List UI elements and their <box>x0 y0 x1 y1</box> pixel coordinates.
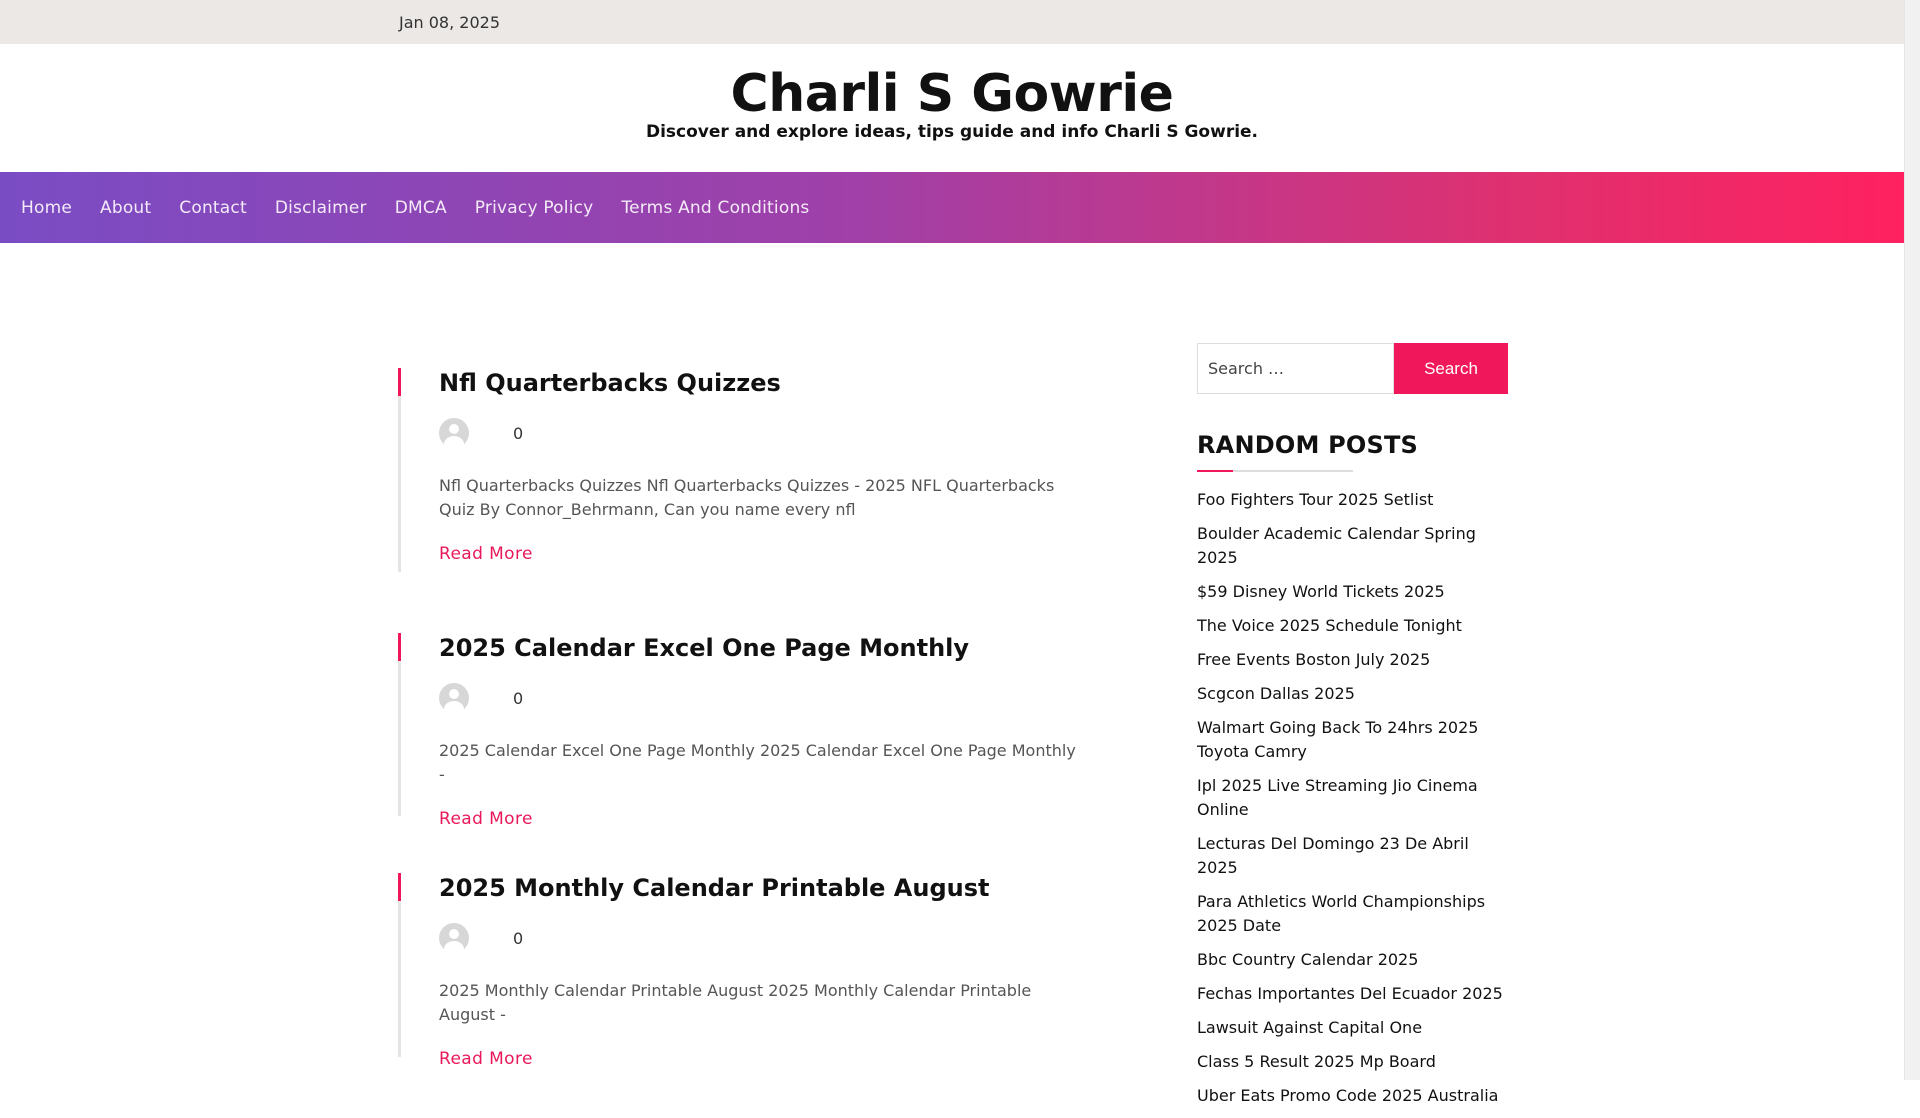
author-avatar[interactable] <box>439 683 469 713</box>
list-item <box>1197 580 1513 604</box>
list-item <box>1197 648 1513 672</box>
list-item <box>1197 614 1513 638</box>
list-item <box>1197 522 1513 570</box>
author-avatar[interactable] <box>439 923 469 953</box>
list-item <box>1197 716 1513 764</box>
nav-item-dmca[interactable]: DMCA <box>394 197 447 218</box>
random-post-link[interactable]: $59 Disney World Tickets 2025 <box>1197 582 1445 601</box>
random-post-link[interactable]: Boulder Academic Calendar Spring 2025 <box>1197 524 1476 567</box>
nav-item-terms[interactable]: Terms And Conditions <box>621 197 810 218</box>
read-more-link[interactable]: Read More <box>439 544 533 564</box>
list-item <box>1197 890 1513 938</box>
list-item <box>1197 948 1513 972</box>
random-post-link[interactable]: Ipl 2025 Live Streaming Jio Cinema Online <box>1197 776 1478 819</box>
nav-item-home[interactable]: Home <box>21 197 73 218</box>
random-posts-list <box>1197 488 1513 1118</box>
random-post-link[interactable]: Walmart Going Back To 24hrs 2025 Toyota Camry <box>1197 718 1479 761</box>
post-meta <box>439 418 1078 448</box>
post-meta <box>439 923 1078 953</box>
search-form <box>1197 343 1508 394</box>
list-item <box>1197 1084 1513 1108</box>
post-excerpt: 2025 Monthly Calendar Printable August 2025 Monthly Calendar Printable August - <box>439 981 1032 1024</box>
list-item <box>1197 488 1513 512</box>
post-excerpt: 2025 Calendar Excel One Page Monthly 2025 Calendar Excel One Page Monthly - <box>439 741 1076 784</box>
post-excerpt: Nfl Quarterbacks Quizzes Nfl Quarterbacks Quizzes - 2025 NFL Quarterbacks Quiz By Connor_Behrmann, Can you name every nfl <box>439 476 1055 519</box>
site-tagline: Discover and explore ideas, tips guide and info Charli S Gowrie. <box>645 122 1259 142</box>
list-item <box>1197 774 1513 822</box>
post-card <box>398 368 1078 572</box>
post-title[interactable]: 2025 Calendar Excel One Page Monthly <box>439 634 970 662</box>
list-item <box>1197 682 1513 706</box>
post-card <box>398 633 1078 829</box>
post-card <box>398 873 1078 1069</box>
list-item <box>1197 1016 1513 1040</box>
comment-count[interactable]: 0 <box>513 928 524 948</box>
site-title[interactable]: Charli S Gowrie <box>730 64 1174 124</box>
list-item <box>1197 832 1513 880</box>
nav-item-disclaimer[interactable]: Disclaimer <box>274 197 367 218</box>
random-post-link[interactable]: Lawsuit Against Capital One <box>1197 1018 1423 1037</box>
nav-item-about[interactable]: About <box>100 197 152 218</box>
random-post-link[interactable]: Para Athletics World Championships 2025 Date <box>1197 892 1486 935</box>
post-title[interactable]: Nfl Quarterbacks Quizzes <box>439 369 781 397</box>
widget-title-underline <box>1197 470 1353 472</box>
current-date: Jan 08, 2025 <box>399 13 500 32</box>
post-meta <box>439 683 1078 713</box>
comment-count[interactable]: 0 <box>513 423 524 443</box>
random-post-link[interactable]: Foo Fighters Tour 2025 Setlist <box>1197 490 1434 509</box>
comment-count[interactable]: 0 <box>513 688 524 708</box>
post-accent-bar <box>398 873 401 901</box>
list-item <box>1197 1050 1513 1074</box>
random-post-link[interactable]: The Voice 2025 Schedule Tonight <box>1197 616 1462 635</box>
list-item <box>1197 982 1513 1006</box>
post-accent-bar <box>398 368 401 396</box>
nav-item-contact[interactable]: Contact <box>179 197 247 218</box>
author-avatar[interactable] <box>439 418 469 448</box>
site-header <box>0 44 1904 172</box>
random-post-link[interactable]: Class 5 Result 2025 Mp Board <box>1197 1052 1436 1071</box>
main-nav <box>0 172 1904 243</box>
search-input[interactable] <box>1197 343 1394 394</box>
random-post-link[interactable]: Uber Eats Promo Code 2025 Australia <box>1197 1086 1499 1105</box>
read-more-link[interactable]: Read More <box>439 1049 533 1069</box>
search-button[interactable]: Search <box>1394 343 1508 394</box>
random-posts-title: RANDOM POSTS <box>1197 431 1419 459</box>
post-accent-bar <box>398 633 401 661</box>
random-post-link[interactable]: Fechas Importantes Del Ecuador 2025 <box>1197 984 1503 1003</box>
post-title[interactable]: 2025 Monthly Calendar Printable August <box>439 874 990 902</box>
nav-item-privacy-policy[interactable]: Privacy Policy <box>474 197 594 218</box>
top-bar <box>0 0 1904 44</box>
random-post-link[interactable]: Bbc Country Calendar 2025 <box>1197 950 1419 969</box>
random-post-link[interactable]: Scgcon Dallas 2025 <box>1197 684 1355 703</box>
page-scrollbar[interactable] <box>1904 0 1920 1080</box>
random-post-link[interactable]: Lecturas Del Domingo 23 De Abril 2025 <box>1197 834 1469 877</box>
read-more-link[interactable]: Read More <box>439 809 533 829</box>
random-post-link[interactable]: Free Events Boston July 2025 <box>1197 650 1431 669</box>
